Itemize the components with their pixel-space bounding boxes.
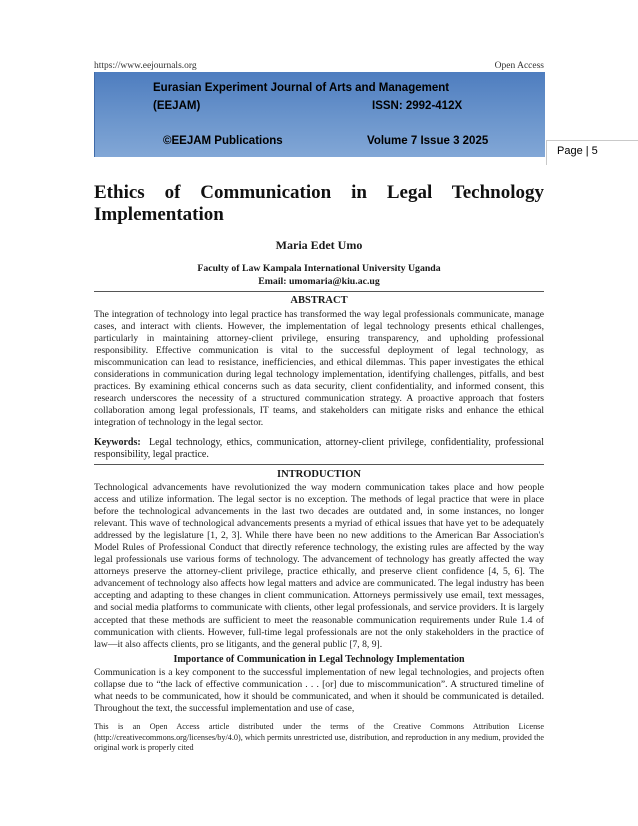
banner-bottom-row — [163, 135, 489, 151]
title-block — [94, 182, 544, 226]
publisher-label: ©EEJAM Publications — [163, 135, 283, 147]
divider — [94, 291, 544, 292]
volume-label: Volume 7 Issue 3 2025 — [367, 135, 489, 147]
open-access-label: Open Access — [494, 61, 544, 71]
divider — [94, 464, 544, 465]
journal-banner — [94, 72, 545, 157]
subsection-heading: Importance of Communication in Legal Technology Implementation — [173, 654, 465, 665]
subsection-text: Communication is a key component to the successful implementation of new legal technologies, and projects often collapse due to “the lack of effective communication . . . [or] due to miscommunication”. A structured timeline of what needs to be communicated, how it should be communicated, and when it should be communicated is detailed. Throughout the text, the successful implementation and use of case, — [94, 667, 544, 715]
abstract-text: The integration of technology into legal practice has transformed the way legal professionals communicate, manage cases, and interact with clients. However, the implementation of legal technology presents ethical challenges, particularly in maintaining attorney-client privilege, ensuring transparency, and upholding professional responsibility. Effective communication is vital to the successful deployment of legal technology, as miscommunication can lead to resistance, inefficiencies, and ethical dilemmas. This paper investigates the ethical considerations in communication during legal technology implementation, identifying challenges, pitfalls, and best practices. By examining ethical concerns such as data security, client confidentiality, and informed consent, this research underscores the necessity of a structured communication strategy. A proactive approach that fosters collaboration among legal professionals, IT teams, and stakeholders can mitigate risks and enhance the ethical integration of technology in the legal sector. — [94, 309, 544, 429]
introduction-heading: INTRODUCTION — [276, 469, 361, 480]
journal-url[interactable]: https://www.eejournals.org — [94, 61, 197, 71]
author-email[interactable]: Email: umomaria@kiu.ac.ug — [258, 276, 380, 287]
keywords-line — [94, 437, 544, 461]
journal-abbrev: (EEJAM) — [153, 100, 201, 112]
author-affiliation: Faculty of Law Kampala International University Uganda — [197, 263, 441, 274]
keywords-text: Legal technology, ethics, communication, attorney-client privilege, confidentiality, professional responsibility, legal practice. — [94, 437, 544, 461]
banner-title-block — [153, 77, 473, 117]
article-title: Ethics of Communication in Legal Technology Implementation — [94, 182, 544, 225]
license-footer: This is an Open Access article distributed under the terms of the Creative Commons Attribution License (http://creativecommons.org/licenses/by/4.0), which permits unrestricted use, distribution, and reproduction in any medium, provided the original work is properly cited — [94, 722, 544, 752]
abstract-heading: ABSTRACT — [290, 295, 348, 306]
journal-name: Eurasian Experiment Journal of Arts and Management — [153, 82, 450, 94]
introduction-text: Technological advancements have revolutionized the way modern communication takes place and how people access and utilize information. The legal sector is no exception. The methods of legal practice that were in place before the technological advancements in the last two decades are outdated and, in some instances, no longer relevant. This wave of technological advancements presents a myriad of ethical issues that have yet to be adequately addressed by the legislature [1, 2, 3]. While there have been no new additions to the American Bar Association's Model Rules of Professional Conduct that directly reference technology, the existing rules are affected by the way legal professionals use various forms of technology. The advancement of technology has greatly affected the way attorneys preserve the attorney-client privilege, practice ethically, and preserve client confidence [4, 5, 6]. The advancement of technology also affects how legal matters and advice are communicated. The legal industry has been accepting and adapting to these changes in client communication. Attorneys permissively use email, text messages, and social media platforms to communicate with clients, other legal professionals, and service providers. It is largely accepted that these methods are sufficient to meet the reasonable communication requirements under Rule 1.4 of communication with clients. However, full-time legal professionals are not the only stakeholders in the practice of law—it also affects clients, pro se litigants, and the general public [7, 8, 9]. — [94, 482, 544, 650]
journal-issn: ISSN: 2992-412X — [372, 100, 463, 112]
page-number: Page | 5 — [546, 140, 638, 165]
author-name: Maria Edet Umo — [275, 238, 363, 252]
keywords-label: Keywords: — [94, 437, 141, 448]
